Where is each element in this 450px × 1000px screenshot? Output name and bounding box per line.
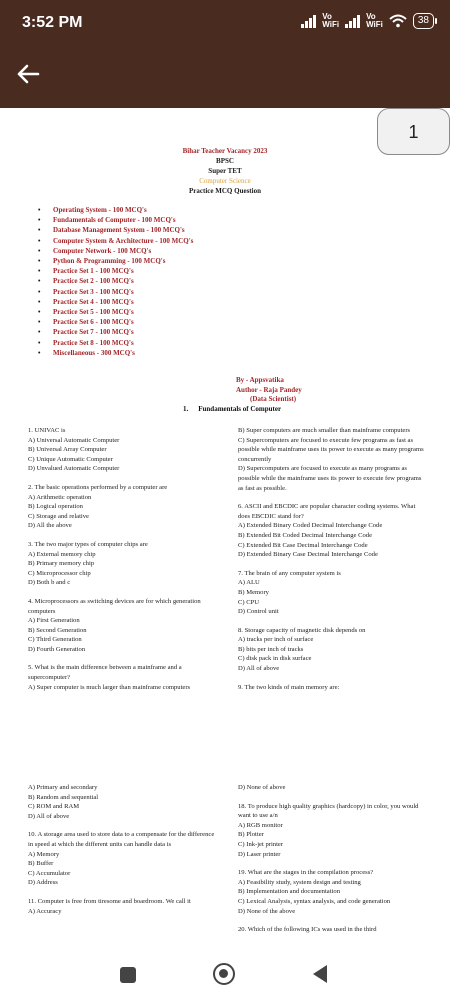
option-text: D) Unvalued Automatic Computer [28,465,120,473]
table-of-contents [38,205,193,358]
question-block [28,897,218,916]
question-text: 20. Which of the following ICs was used in the third [238,926,377,934]
toc-item: • Database Management System - 100 MCQ's [38,225,193,235]
question-block [28,663,218,692]
toc-item: • Miscellaneous - 300 MCQ's [38,348,193,358]
option-text: D) Both b and c [28,579,71,587]
question-text: 11. Computer is free from tiresome and boardroom. We call it [28,897,191,905]
option-text: C) Supercomputers are focused to execute few programs as fast as possible while mainframe uses its power to execute as many programs concurrently [238,436,424,463]
option-text: D) All of above [28,812,70,820]
option-text: B) Buffer [28,860,54,868]
option-text: A) Memory [28,850,60,858]
signal-icon [345,14,360,28]
document-title: Bihar Teacher Vacancy 2023 BPSC Super TET Computer Science Practice MCQ Question [182,147,268,195]
question-text: 18. To produce high quality graphics (hardcopy) in color, you would want to use a/n [238,802,419,820]
option-text: C) Storage and relative [28,512,89,520]
question-text: A) Primary and secondary [28,784,98,791]
question-block [238,569,428,617]
option-text: A) External memory chip [28,550,96,558]
option-text: D) All the above [28,522,72,530]
toc-item: • Practice Set 4 - 100 MCQ's [38,297,193,307]
option-text: C) disk pack in disk surface [238,655,312,663]
option-text: B) Plotter [238,831,264,839]
question-text: D) None of above [238,784,286,791]
option-text: D) Address [28,879,58,887]
question-block [28,783,218,821]
question-text: 9. The two kinds of main memory are: [238,683,340,691]
option-text: A) Super computer is much larger than mainframe computers [28,683,191,691]
toc-item: • Practice Set 7 - 100 MCQ's [38,327,193,337]
question-block [238,426,428,493]
toc-item: • Computer Network - 100 MCQ's [38,246,193,256]
toc-item: • Practice Set 5 - 100 MCQ's [38,307,193,317]
option-text: D) All of above [238,665,280,673]
page-indicator: 1 [377,108,450,155]
volte-label-2: Vo WiFi [366,12,383,29]
option-text: A) First Generation [28,617,80,625]
question-block [238,683,428,693]
option-text: D) Extended Binary Case Decimal Interchange Code [238,551,378,559]
question-block [28,540,218,588]
question-block [238,868,428,916]
question-block [238,783,428,793]
question-text: 5. What is the main difference between a mainframe and a supercomputer? [28,664,182,682]
option-text: A) Feasibility study, system design and testing [238,878,361,886]
status-icons [301,13,434,29]
option-text: C) ROM and RAM [28,803,80,811]
section-heading: 1. Fundamentals of Computer [183,405,282,413]
option-text: B) Random and sequential [28,793,99,801]
option-text: B) Logical operation [28,503,83,511]
option-text: C) Unique Automatic Computer [28,455,113,463]
option-text: D) None of the above [238,907,296,915]
author-byline: By - Appsvatika Author - Raja Pandey (Data Scientist) [236,376,302,404]
toc-item: • Python & Programming - 100 MCQ's [38,256,193,266]
question-block [238,502,428,560]
option-text: A) ALU [238,579,260,587]
toc-item: • Practice Set 1 - 100 MCQ's [38,266,193,276]
question-text: 19. What are the stages in the compilation process? [238,869,374,877]
question-text: 6. ASCII and EBCDIC are popular character coding systems. What does EBCDIC stand for? [238,503,416,520]
option-text: B) Implementation and documentation [238,888,340,896]
option-text: B) Primary memory chip [28,560,95,568]
back-button[interactable] [313,965,327,983]
navigation-bar [0,953,450,1000]
toc-item: • Practice Set 3 - 100 MCQ's [38,287,193,297]
option-text: B) Extended Bit Coded Decimal Interchange Code [238,531,373,539]
question-text: 2. The basic operations performed by a computer are [28,483,168,491]
option-text: B) Universal Array Computer [28,446,107,454]
toc-item: • Practice Set 6 - 100 MCQ's [38,317,193,327]
option-text: A) Arithmetic operation [28,493,92,501]
option-text: D) Laser printer [238,850,281,858]
option-text: D) Supercomputers are focused to execute as many programs as possible while the mainframe uses its power to execute few programs as fast as possible. [238,465,422,492]
question-text: 7. The brain of any computer system is [238,569,341,577]
option-text: C) Ink-jet printer [238,840,284,848]
option-text: C) Lexical Analysis, syntax analysis, and code generation [238,897,391,905]
volte-label-1: Vo WiFi [322,12,340,29]
question-text: 1. UNIVAC is [28,427,66,434]
question-block [238,802,428,860]
option-text: A) Universal Automatic Computer [28,436,120,444]
question-block [28,483,218,531]
question-text: 8. Storage capacity of magnetic disk depends on [238,626,366,634]
option-text: C) Accumulator [28,869,71,877]
question-column-3 [28,783,218,925]
toc-item: • Operating System - 100 MCQ's [38,205,193,215]
toc-item: • Computer System & Architecture - 100 MCQ's [38,236,193,246]
signal-icon [301,14,316,28]
status-time: 3:52 PM [22,14,83,31]
option-text: C) CPU [238,598,260,606]
question-block [238,925,428,935]
question-text: 3. The two major types of computer chips are [28,540,148,548]
option-text: D) Control unit [238,608,279,616]
toc-item: • Practice Set 2 - 100 MCQ's [38,276,193,286]
question-block [28,426,218,474]
option-text: C) Third Generation [28,636,82,644]
question-block [28,830,218,888]
battery-icon: 38 [413,13,434,29]
wifi-icon [389,14,407,28]
option-text: B) Second Generation [28,626,87,634]
option-text: B) Memory [238,588,269,596]
option-text: A) tracks per inch of surface [238,636,314,644]
recent-apps-button[interactable] [120,967,136,983]
question-block [28,597,218,655]
home-button[interactable] [213,963,235,985]
option-text: A) RGB monitor [238,821,283,829]
question-column-1 [28,426,218,701]
pdf-page[interactable] [0,108,450,953]
question-text: 4. Microprocessors as switching devices are for which generation computers [28,597,201,615]
status-bar [0,0,450,48]
toc-item: • Fundamentals of Computer - 100 MCQ's [38,215,193,225]
question-column-2 [238,426,428,701]
question-column-4 [238,783,428,944]
option-text: D) Fourth Generation [28,645,86,653]
option-text: A) Accuracy [28,907,62,915]
toc-item: • Practice Set 8 - 100 MCQ's [38,338,193,348]
option-text: C) Extended Bit Case Decimal Interchange Code [238,541,368,549]
question-block [238,626,428,674]
arrow-left-icon[interactable] [14,60,42,88]
option-text: A) Extended Binary Coded Decimal Interchange Code [238,522,383,530]
question-text: B) Super computers are much smaller than mainframe computers [238,427,411,434]
option-text: B) bits per inch of tracks [238,645,304,653]
question-text: 10. A storage area used to store data to a compensate for the difference in speed at which the different units can handle data is [28,831,215,848]
app-bar [0,0,450,108]
option-text: C) Microprocessor chip [28,569,91,577]
